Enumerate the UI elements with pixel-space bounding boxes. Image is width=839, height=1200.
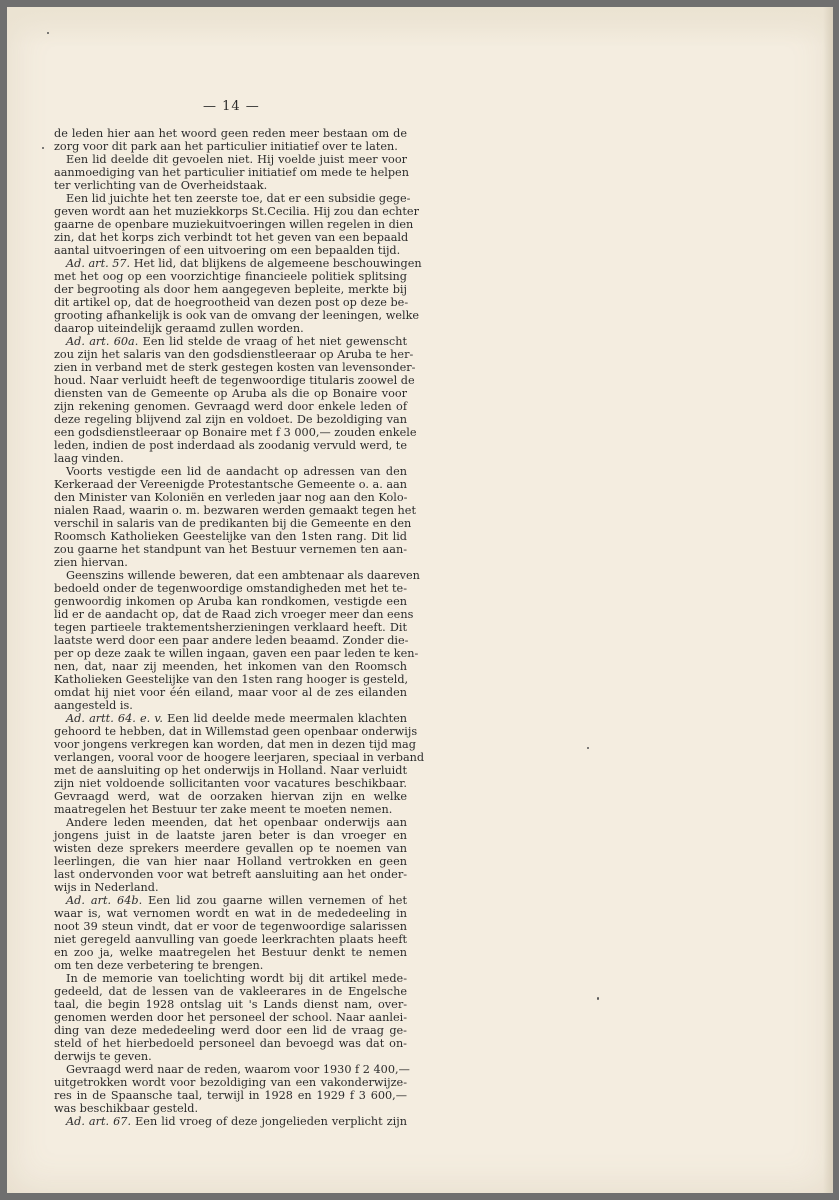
text-line: derwijs te geven.	[54, 1050, 152, 1063]
text-line: steld of het hierbedoeld personeel dan bevoegd was dat on-	[54, 1037, 407, 1050]
page-top-band	[7, 7, 833, 47]
text-line: taal, die begin 1928 ontslag uit 's Lands dienst nam, over-	[54, 998, 407, 1011]
text-line: Een lid juichte het ten zeerste toe, dat er een subsidie gege-	[66, 192, 411, 205]
paragraph	[54, 335, 417, 465]
text-line: omdat hij niet voor één eiland, maar voor al de zes eilanden	[54, 686, 407, 699]
article-reference: Ad. artt. 64. e. v.	[66, 712, 163, 725]
text-line: Kerkeraad der Vereenigde Protestantsche Gemeente o. a. aan	[54, 478, 408, 491]
text-line: Gevraagd werd naar de reden, waarom voor 1930 f 2 400,—	[66, 1063, 410, 1076]
paragraph	[54, 712, 425, 816]
text-line: zijn rekening genomen. Gevraagd werd door enkele leden of	[54, 400, 407, 413]
text-line: waar is, wat vernomen wordt en wat in de mededeeling in	[54, 907, 407, 920]
text-line: aantal uitvoeringen of een uitvoering om een bepaalden tijd.	[54, 244, 401, 257]
text-line: verlangen, vooral voor de hoogere leerjaren, speciaal in verband	[54, 751, 425, 764]
text-line: geven wordt aan het muziekkorps St.Cecilia. Hij zou dan echter	[54, 205, 419, 218]
article-reference: Ad. art. 60a.	[66, 335, 139, 348]
text-line: jongens juist in de laatste jaren beter is dan vroeger en	[54, 829, 407, 842]
text-line: gedeeld, dat de lessen van de vakleerares in de Engelsche	[54, 985, 407, 998]
text-line: gaarne de openbare muziekuitvoeringen willen regelen in dien	[54, 218, 414, 231]
text-line: Een lid deelde dit gevoelen niet. Hij voelde juist meer voor	[66, 153, 407, 166]
page-right-edge	[823, 7, 833, 1193]
text-line: res in de Spaansche taal, terwijl in 1928 en 1929 f 3 600,—	[54, 1089, 407, 1102]
text-line: deze regeling blijvend zal zijn en voldoet. De bezoldiging van	[54, 413, 407, 426]
text-line: Voorts vestigde een lid de aandacht op adressen van den	[66, 465, 407, 478]
text-line: dit artikel op, dat de hoegrootheid van dezen post op deze be-	[54, 296, 409, 309]
text-line: met het oog op een voorzichtige financieele politiek splitsing	[54, 270, 407, 283]
text-line: leden, indien de post inderdaad als zoodanig vervuld werd, te	[54, 439, 407, 452]
text-line: den Minister van Koloniën en verleden jaar nog aan den Kolo-	[54, 491, 408, 504]
paragraph	[54, 465, 416, 569]
text-line: niet geregeld aanvulling van goede leerkrachten plaats heeft	[54, 933, 407, 946]
text-line: zijn niet voldoende sollicitanten voor vacatures beschikbaar.	[54, 777, 407, 790]
text-line: met de aansluiting op het onderwijs in Holland. Naar verluidt	[54, 764, 407, 777]
text-line: aangesteld is.	[54, 699, 133, 712]
text-run: Een lid stelde de vraag of het niet gewenscht	[138, 335, 407, 348]
text-line: Geenszins willende beweren, dat een ambtenaar als daareven	[66, 569, 420, 582]
article-reference: Ad. art. 57.	[66, 257, 131, 270]
paper-speck	[597, 997, 599, 1000]
text-line: diensten van de Gemeente op Aruba als die op Bonaire voor	[54, 387, 407, 400]
text-run: Een lid zou gaarne willen vernemen of het	[142, 894, 407, 907]
text-line: Gevraagd werd, wat de oorzaken hiervan zijn en welke	[54, 790, 407, 803]
text-line: genomen werden door het personeel der school. Naar aanlei-	[54, 1011, 407, 1024]
paragraph	[54, 153, 407, 192]
document-page	[7, 7, 833, 1193]
text-line: zou gaarne het standpunt van het Bestuur vernemen ten aan-	[54, 543, 407, 556]
text-line	[54, 712, 407, 725]
text-line: zou zijn het salaris van den godsdienstleeraar op Aruba te her-	[54, 348, 414, 361]
text-line: nialen Raad, waarin o. m. bezwaren werden gemaakt tegen het	[54, 504, 416, 517]
text-line: genwoordig inkomen op Aruba kan rondkomen, vestigde een	[54, 595, 407, 608]
text-line: bedoeld onder de tegenwoordige omstandigheden met het te-	[54, 582, 407, 595]
text-line: houd. Naar verluidt heeft de tegenwoordige titularis zoowel de	[54, 374, 415, 387]
paragraph	[54, 569, 420, 712]
text-line: noot 39 steun vindt, dat er voor de tegenwoordige salarissen	[54, 920, 407, 933]
paragraph	[54, 127, 407, 153]
page-number: — 14 —	[203, 99, 260, 114]
text-line: maatregelen het Bestuur ter zake meent te moeten nemen.	[54, 803, 393, 816]
paper-speck	[42, 147, 44, 149]
text-line: Roomsch Katholieken Geestelijke van den 1sten rang. Dit lid	[54, 530, 407, 543]
paper-speck	[587, 747, 589, 749]
text-line: daarop uiteindelijk geraamd zullen worden.	[54, 322, 304, 335]
paragraph	[54, 1115, 407, 1128]
text-run: Een lid vroeg of deze jongelieden verplicht zijn	[131, 1115, 407, 1128]
paragraph	[54, 816, 407, 894]
text-line: een godsdienstleeraar op Bonaire met f 3 000,— zouden enkele	[54, 426, 417, 439]
text-line: der begrooting als door hem aangegeven bepleite, merkte bij	[54, 283, 407, 296]
text-line: gehoord te hebben, dat in Willemstad geen openbaar onderwijs	[54, 725, 418, 738]
text-line: ter verlichting van de Overheidstaak.	[54, 179, 268, 192]
article-reference: Ad. art. 67.	[66, 1115, 132, 1128]
text-line: de leden hier aan het woord geen reden meer bestaan om de	[54, 127, 407, 140]
paragraph	[54, 972, 407, 1063]
text-line: zin, dat het korps zich verbindt tot het geven van een bepaald	[54, 231, 409, 244]
text-line	[54, 894, 407, 907]
text-line: per op deze zaak te willen ingaan, gaven een paar leden te ken-	[54, 647, 419, 660]
text-line: ding van deze mededeeling werd door een lid de vraag ge-	[54, 1024, 407, 1037]
paragraph	[54, 257, 422, 335]
text-line: In de memorie van toelichting wordt bij dit artikel mede-	[66, 972, 407, 985]
text-line: zien in verband met de sterk gestegen kosten van levensonder-	[54, 361, 416, 374]
text-line: uitgetrokken wordt voor bezoldiging van een vakonderwijze-	[54, 1076, 407, 1089]
text-line: om ten deze verbetering te brengen.	[54, 959, 264, 972]
text-line: laatste werd door een paar andere leden beaamd. Zonder die-	[54, 634, 409, 647]
text-line: was beschikbaar gesteld.	[54, 1102, 199, 1115]
text-line: Katholieken Geestelijke van den 1sten rang hooger is gesteld,	[54, 673, 409, 686]
text-line: en zoo ja, welke maatregelen het Bestuur denkt te nemen	[54, 946, 407, 959]
text-line: Andere leden meenden, dat het openbaar onderwijs aan	[66, 816, 407, 829]
text-line: leerlingen, die van hier naar Holland vertrokken en geen	[54, 855, 407, 868]
paragraph	[54, 1063, 410, 1115]
text-line: wijs in Nederland.	[54, 881, 159, 894]
text-line	[54, 257, 422, 270]
paper-speck	[47, 32, 49, 34]
text-line: grooting afhankelijk is ook van de omvang der leeningen, welke	[54, 309, 420, 322]
text-line: lid er de aandacht op, dat de Raad zich vroeger meer dan eens	[54, 608, 414, 621]
text-line: zien hiervan.	[54, 556, 128, 569]
text-line: last ondervonden voor wat betreft aansluiting aan het onder-	[54, 868, 407, 881]
body-text-column	[54, 127, 425, 1128]
text-line	[54, 335, 407, 348]
text-line: voor jongens verkregen kan worden, dat men in dezen tijd mag	[54, 738, 416, 751]
text-line: zorg voor dit park aan het particulier initiatief over te laten.	[54, 140, 398, 153]
text-line: verschil in salaris van de predikanten bij die Gemeente en den	[54, 517, 412, 530]
text-line: aanmoediging van het particulier initiatief om mede te helpen	[54, 166, 409, 179]
paragraph	[54, 894, 407, 972]
text-run: Een lid deelde mede meermalen klachten	[163, 712, 407, 725]
text-run: Het lid, dat blijkens de algemeene beschouwingen	[130, 257, 422, 270]
text-line: tegen partieele traktementsherzieningen verklaard heeft. Dit	[54, 621, 407, 634]
text-line: wisten deze sprekers meerdere gevallen op te noemen van	[54, 842, 407, 855]
paragraph	[54, 192, 419, 257]
text-line: nen, dat, naar zij meenden, het inkomen van den Roomsch	[54, 660, 407, 673]
text-line	[54, 1115, 407, 1128]
text-line: laag vinden.	[54, 452, 124, 465]
article-reference: Ad. art. 64b.	[66, 894, 143, 907]
